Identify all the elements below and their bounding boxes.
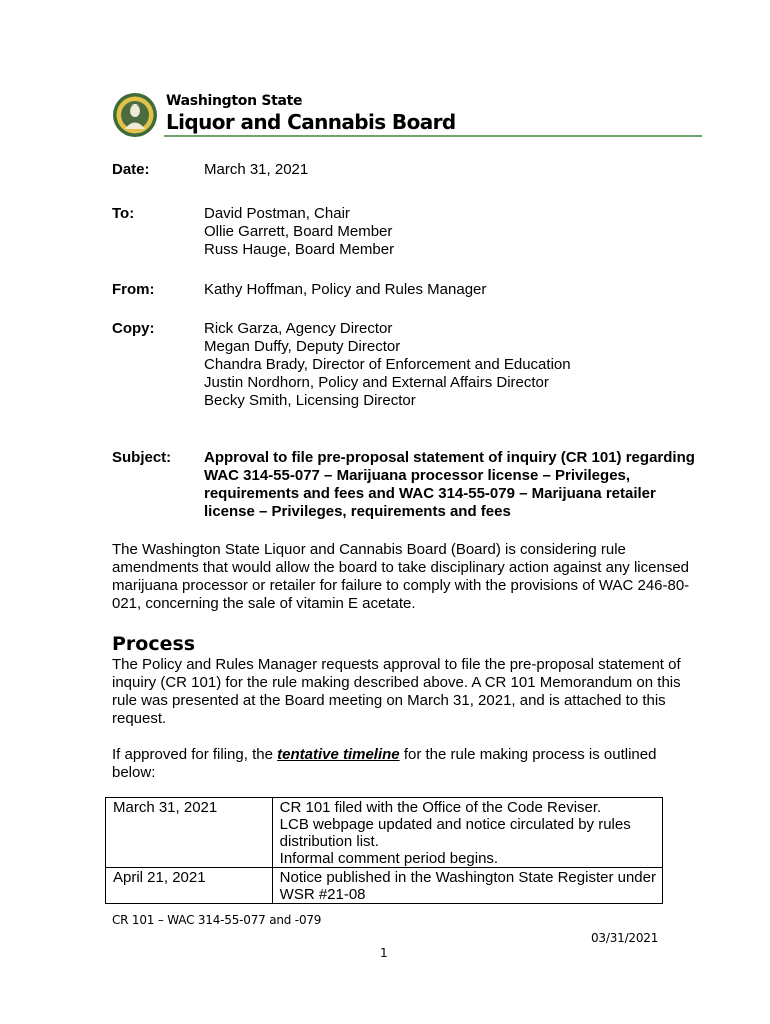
date-value: March 31, 2021 — [204, 161, 309, 178]
process-paragraph — [112, 656, 702, 728]
timeline-step: distribution list. — [279, 833, 379, 850]
intro-paragraph — [112, 541, 702, 613]
timeline-step: WSR #21-08 — [279, 886, 366, 903]
timeline-description — [272, 868, 662, 904]
subject-line: Approval to file pre-proposal statement of inquiry (CR 101) regarding — [204, 449, 695, 466]
timeline-step: Informal comment period begins. — [279, 850, 499, 867]
subject-label: Subject: — [112, 449, 172, 466]
copy-recipients — [204, 320, 704, 410]
process-heading: Process — [112, 633, 196, 655]
subject-text — [204, 449, 704, 521]
recipient: Russ Hauge, Board Member — [204, 241, 395, 258]
agency-name-line2: Liquor and Cannabis Board — [166, 110, 456, 134]
footer-date: 03/31/2021 — [591, 931, 659, 945]
paragraph-line: inquiry (CR 101) for the rule making described above. A CR 101 Memorandum on this — [112, 674, 681, 691]
tentative-timeline-emphasis: tentative timeline — [277, 746, 400, 763]
footer-document-id: CR 101 – WAC 314-55-077 and -079 — [112, 913, 322, 927]
timeline-description — [272, 798, 662, 868]
timeline-step: LCB webpage updated and notice circulated by rules — [279, 816, 631, 833]
to-label: To: — [112, 205, 135, 222]
recipient: David Postman, Chair — [204, 205, 350, 222]
copy-recipient: Chandra Brady, Director of Enforcement and Education — [204, 356, 571, 373]
agency-name-line1: Washington State — [166, 93, 303, 109]
to-recipients — [204, 205, 704, 259]
timeline-intro-text: If approved for filing, the — [112, 746, 278, 763]
copy-recipient: Justin Nordhorn, Policy and External Affairs Director — [204, 374, 549, 391]
timeline-intro-text: for the rule making process is outlined — [399, 746, 657, 763]
letterhead — [112, 92, 702, 138]
recipient: Ollie Garrett, Board Member — [204, 223, 393, 240]
from-value: Kathy Hoffman, Policy and Rules Manager — [204, 281, 487, 298]
paragraph-line: 021, concerning the sale of vitamin E acetate. — [112, 595, 416, 612]
letterhead-divider — [164, 135, 702, 137]
from-label: From: — [112, 281, 155, 298]
timeline-date: March 31, 2021 — [106, 798, 273, 868]
table-row — [106, 798, 663, 868]
paragraph-line: The Washington State Liquor and Cannabis Board (Board) is considering rule — [112, 541, 626, 558]
copy-recipient: Rick Garza, Agency Director — [204, 320, 393, 337]
washington-state-seal-icon — [112, 92, 158, 138]
paragraph-line: below: — [112, 764, 156, 781]
timeline-date: April 21, 2021 — [106, 868, 273, 904]
paragraph-line — [112, 746, 702, 764]
table-row — [106, 868, 663, 904]
paragraph-line: request. — [112, 710, 167, 727]
subject-line: WAC 314-55-077 – Marijuana processor license – Privileges, — [204, 467, 631, 484]
copy-recipient: Megan Duffy, Deputy Director — [204, 338, 401, 355]
page-number: 1 — [380, 946, 388, 960]
timeline-table — [105, 797, 663, 904]
paragraph-line: amendments that would allow the board to take disciplinary action against any licensed — [112, 559, 690, 576]
date-label: Date: — [112, 161, 150, 178]
copy-label: Copy: — [112, 320, 155, 337]
timeline-intro-paragraph — [112, 746, 702, 782]
paragraph-line: marijuana processor or retailer for failure to comply with the provisions of WAC 246-80- — [112, 577, 690, 594]
timeline-step: CR 101 filed with the Office of the Code Reviser. — [279, 799, 602, 816]
subject-line: requirements and fees and WAC 314-55-079 – Marijuana retailer — [204, 485, 656, 502]
copy-recipient: Becky Smith, Licensing Director — [204, 392, 416, 409]
subject-line: license – Privileges, requirements and fees — [204, 503, 511, 520]
paragraph-line: The Policy and Rules Manager requests approval to file the pre-proposal statement of — [112, 656, 681, 673]
paragraph-line: rule was presented at the Board meeting on March 31, 2021, and is attached to this — [112, 692, 666, 709]
timeline-step: Notice published in the Washington State Register under — [279, 869, 656, 886]
